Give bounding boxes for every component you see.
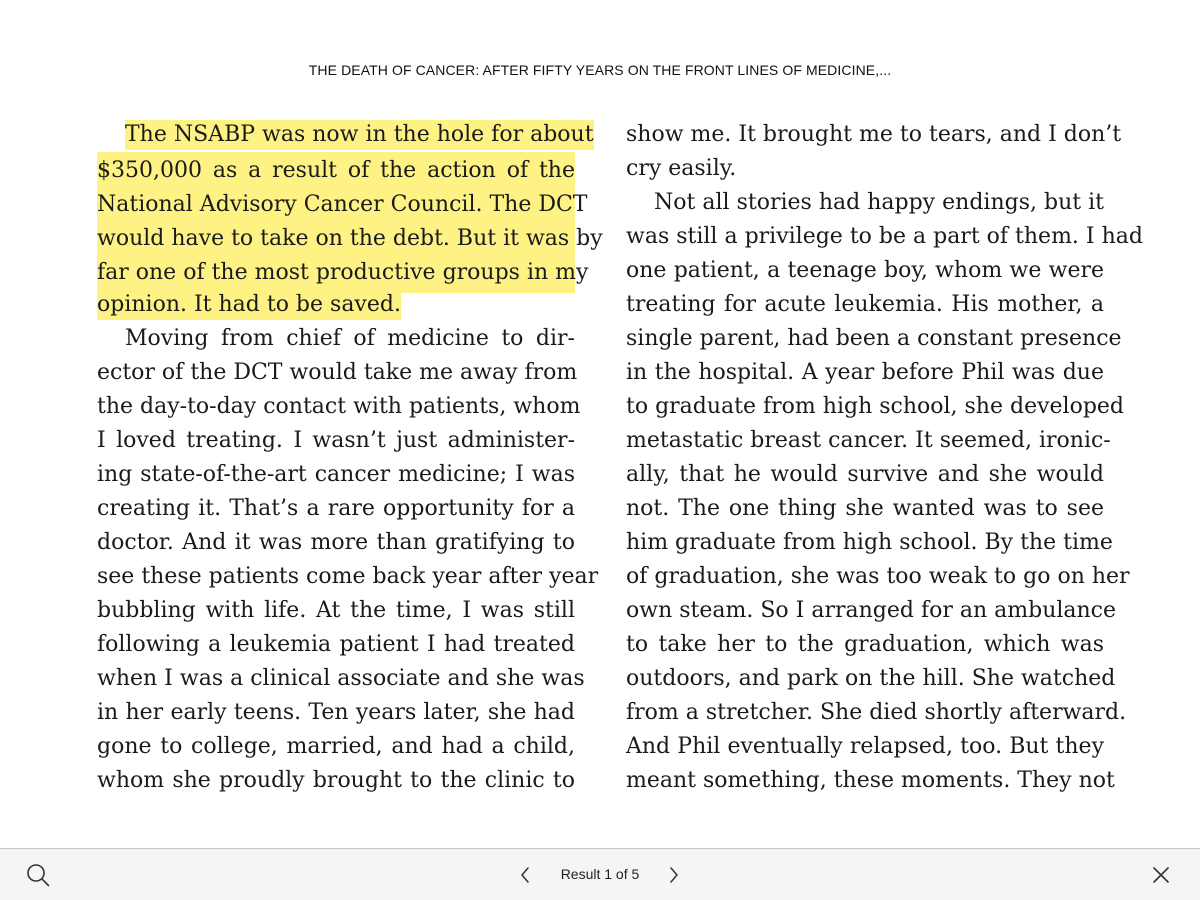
text-line: Moving from chief of medicine to dir- bbox=[125, 326, 575, 351]
text-line: I loved treating. I wasn’t just administer- bbox=[97, 428, 575, 453]
text-line: when I was a clinical associate and she was bbox=[97, 666, 585, 691]
search-highlight[interactable]: would have to take on the debt. But it was by bbox=[97, 220, 575, 259]
text-line: him graduate from high school. By the time bbox=[626, 530, 1113, 555]
chevron-right-icon bbox=[664, 865, 684, 885]
text-line: in her early teens. Ten years later, she had bbox=[97, 700, 575, 725]
text-line: doctor. And it was more than gratifying to bbox=[97, 530, 575, 555]
text-line: was still a privilege to be a part of them. I had bbox=[626, 224, 1143, 249]
text-line bbox=[97, 118, 594, 152]
text-line: show me. It brought me to tears, and I don’t bbox=[626, 122, 1122, 147]
text-line: ing state-of-the-art cancer medicine; I was bbox=[97, 462, 575, 487]
text-line: own steam. So I arranged for an ambulance bbox=[626, 598, 1117, 623]
search-highlight[interactable]: The NSABP was now in the hole for about bbox=[125, 120, 594, 150]
text-line bbox=[97, 254, 589, 288]
text-line: Not all stories had happy endings, but it bbox=[654, 190, 1104, 215]
text-line: gone to college, married, and had a child, bbox=[97, 734, 575, 759]
text-line: not. The one thing she wanted was to see bbox=[626, 496, 1104, 521]
text-line: single parent, had been a constant presence bbox=[626, 326, 1122, 351]
result-counter: Result 1 of 5 bbox=[560, 866, 640, 882]
text-line: And Phil eventually relapsed, too. But they bbox=[626, 734, 1104, 759]
close-search-button[interactable] bbox=[1147, 861, 1175, 889]
text-line: whom she proudly brought to the clinic to bbox=[97, 768, 575, 793]
text-line bbox=[97, 186, 588, 220]
search-highlight[interactable]: National Advisory Cancer Council. The DCT bbox=[97, 186, 575, 225]
text-line bbox=[97, 220, 603, 254]
text-line: from a stretcher. She died shortly afterward. bbox=[626, 700, 1127, 725]
book-title: THE DEATH OF CANCER: AFTER FIFTY YEARS ON THE FRONT LINES OF MEDICINE,... bbox=[308, 62, 892, 78]
text-line: cry easily. bbox=[626, 156, 737, 181]
close-icon bbox=[1150, 864, 1172, 886]
text-line: following a leukemia patient I had treated bbox=[97, 632, 575, 657]
text-line: outdoors, and park on the hill. She watched bbox=[626, 666, 1116, 691]
right-page bbox=[626, 118, 1143, 798]
text-line: meant something, these moments. They not bbox=[626, 768, 1115, 793]
left-page bbox=[97, 118, 603, 798]
text-line: one patient, a teenage boy, whom we were bbox=[626, 258, 1104, 283]
text-line bbox=[97, 288, 575, 322]
search-highlight[interactable]: far one of the most productive groups in my bbox=[97, 254, 575, 293]
search-highlight[interactable]: opinion. It had to be saved. bbox=[97, 290, 401, 320]
text-line: to take her to the graduation, which was bbox=[626, 632, 1104, 657]
search-results-bar bbox=[0, 848, 1200, 900]
previous-result-button[interactable] bbox=[512, 862, 538, 888]
text-line: of graduation, she was too weak to go on her bbox=[626, 564, 1130, 589]
text-line: treating for acute leukemia. His mother, a bbox=[626, 292, 1104, 317]
text-line: see these patients come back year after year bbox=[97, 564, 599, 589]
search-button[interactable] bbox=[24, 861, 52, 889]
text-line: ector of the DCT would take me away from bbox=[97, 360, 578, 385]
text-line: metastatic breast cancer. It seemed, ironic- bbox=[626, 428, 1111, 453]
search-icon bbox=[25, 862, 51, 888]
text-line: bubbling with life. At the time, I was still bbox=[97, 598, 575, 623]
text-line: in the hospital. A year before Phil was due bbox=[626, 360, 1104, 385]
search-highlight[interactable]: $350,000 as a result of the action of the bbox=[97, 152, 575, 191]
text-line: to graduate from high school, she developed bbox=[626, 394, 1125, 419]
text-line bbox=[97, 152, 575, 186]
chevron-left-icon bbox=[515, 865, 535, 885]
text-line: the day-to-day contact with patients, whom bbox=[97, 394, 581, 419]
text-line: ally, that he would survive and she would bbox=[626, 462, 1104, 487]
next-result-button[interactable] bbox=[661, 862, 687, 888]
text-line: creating it. That’s a rare opportunity for a bbox=[97, 496, 575, 521]
